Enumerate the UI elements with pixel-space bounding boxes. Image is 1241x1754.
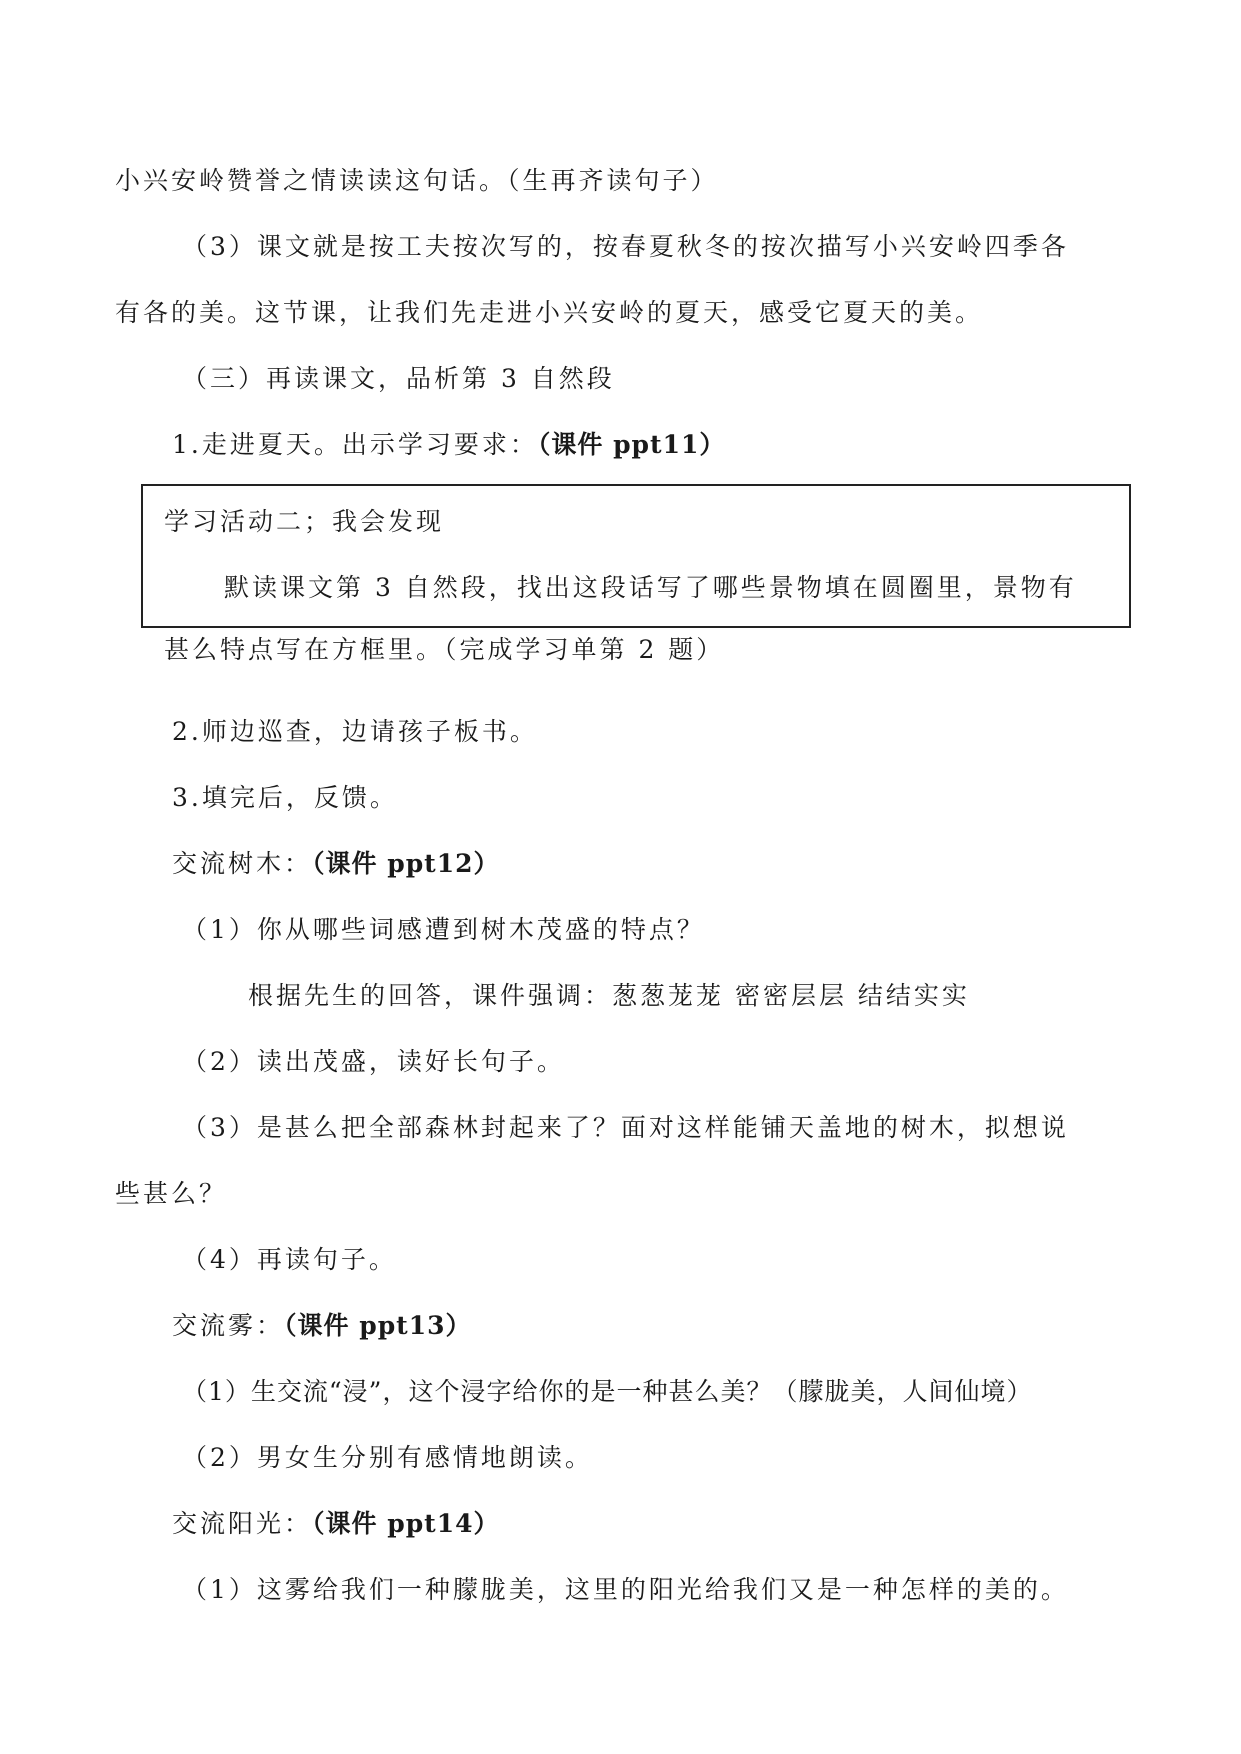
paragraph-line: （4）再读句子。 [182, 1245, 397, 1274]
paragraph-line: 些甚么？ [115, 1179, 228, 1208]
paragraph-line: （1）生交流“浸”，这个浸字给你的是一种甚么美？（朦胧美，人间仙境） [182, 1377, 1033, 1406]
paragraph-line: （3）是甚么把全部森林封起来了？面对这样能铺天盖地的树木，拟想说 [182, 1113, 1069, 1142]
courseware-ref: （课件 ppt11） [537, 430, 726, 459]
paragraph-line: （1）这雾给我们一种朦胧美，这里的阳光给我们又是一种怎样的美的。 [182, 1575, 1069, 1604]
step-text: 1.走进夏天。出示学习要求： [172, 430, 538, 459]
activity-title: 学习活动二；我会发现 [164, 507, 445, 536]
topic-label: 交流雾： [172, 1311, 285, 1340]
paragraph-line: 有各的美。这节课，让我们先走进小兴安岭的夏天，感受它夏天的美。 [115, 298, 984, 327]
paragraph-line: （3）课文就是按工夫按次写的，按春夏秋冬的按次描写小兴安岭四季各 [182, 232, 1069, 261]
topic-label: 交流阳光： [172, 1509, 313, 1538]
section-heading: （三）再读课文，品析第 3 自然段 [182, 364, 615, 393]
paragraph-line [172, 847, 500, 881]
paragraph-line: 2.师边巡查，边请孩子板书。 [172, 717, 538, 746]
paragraph-line: 甚么特点写在方框里。（完成学习单第 2 题） [164, 635, 725, 664]
paragraph-line [172, 1507, 500, 1541]
paragraph-line: 根据先生的回答，课件强调：葱葱茏茏 密密层层 结结实实 [248, 981, 970, 1010]
activity-text: 默读课文第 3 自然段，找出这段话写了哪些景物填在圆圈里，景物有 [224, 573, 1077, 602]
paragraph-line [172, 1309, 472, 1343]
paragraph-line: 3.填完后，反馈。 [172, 783, 398, 812]
paragraph-line: （2）男女生分别有感情地朗读。 [182, 1443, 593, 1472]
paragraph-line: 小兴安岭赞誉之情读读这句话。（生再齐读句子） [115, 166, 719, 195]
paragraph-line: （2）读出茂盛，读好长句子。 [182, 1047, 565, 1076]
courseware-ref: （课件 ppt13） [284, 1311, 472, 1340]
courseware-ref: （课件 ppt14） [312, 1509, 500, 1538]
topic-label: 交流树木： [172, 849, 313, 878]
paragraph-line [172, 428, 725, 462]
paragraph-line: （1）你从哪些词感遭到树木茂盛的特点？ [182, 915, 705, 944]
courseware-ref: （课件 ppt12） [312, 849, 500, 878]
